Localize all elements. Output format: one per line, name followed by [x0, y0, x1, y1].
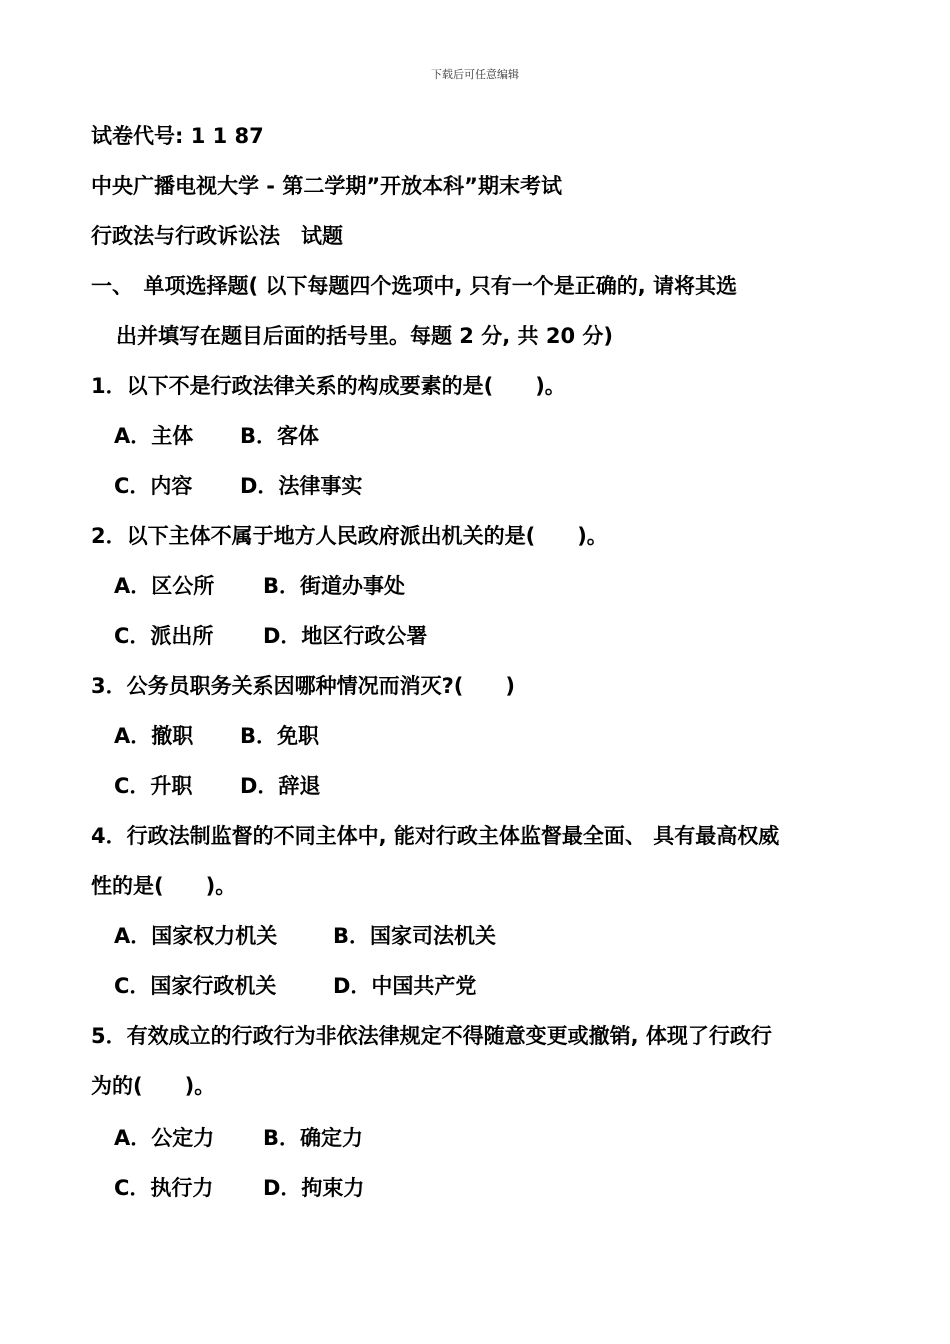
- question-4-stem-continued: 性的是( )。: [91, 874, 237, 898]
- question-4-option-d: D．中国共产党: [333, 974, 477, 998]
- question-1-option-d: D．法律事实: [240, 474, 363, 498]
- question-5-option-a: A．公定力: [114, 1126, 215, 1150]
- question-2-option-c: C．派出所: [114, 624, 214, 648]
- section-heading: 一、 单项选择题( 以下每题四个选项中, 只有一个是正确的, 请将其选: [91, 274, 737, 298]
- question-2-option-d: D．地区行政公署: [263, 624, 428, 648]
- question-2-stem: 2．以下主体不属于地方人民政府派出机关的是( )。: [91, 524, 608, 548]
- question-3-stem: 3．公务员职务关系因哪种情况而消灭?( ): [91, 674, 515, 698]
- exam-code: 试卷代号: 1 1 87: [91, 124, 264, 148]
- question-3-option-d: D．辞退: [240, 774, 321, 798]
- question-5-option-d: D．拘束力: [263, 1176, 365, 1200]
- subject-title: 行政法与行政诉讼法 试题: [91, 224, 343, 248]
- question-5-stem: 5．有效成立的行政行为非依法律规定不得随意变更或撤销, 体现了行政行: [91, 1024, 772, 1048]
- header-note: 下载后可任意编辑: [431, 68, 519, 81]
- question-5-stem-continued: 为的( )。: [91, 1074, 216, 1098]
- question-1-option-b: B．客体: [240, 424, 320, 448]
- question-1-option-a: A．主体: [114, 424, 194, 448]
- question-3-option-b: B．免职: [240, 724, 320, 748]
- section-heading-continued: 出并填写在题目后面的括号里。每题 2 分, 共 20 分): [116, 324, 613, 348]
- question-5-option-b: B．确定力: [263, 1126, 364, 1150]
- question-4-option-c: C．国家行政机关: [114, 974, 277, 998]
- question-2-option-a: A．区公所: [114, 574, 215, 598]
- question-4-stem: 4．行政法制监督的不同主体中, 能对行政主体监督最全面、 具有最高权威: [91, 824, 780, 848]
- question-2-option-b: B．街道办事处: [263, 574, 406, 598]
- question-1-option-c: C．内容: [114, 474, 193, 498]
- exam-title: 中央广播电视大学 - 第二学期”开放本科”期末考试: [91, 174, 562, 198]
- question-4-option-b: B．国家司法机关: [333, 924, 497, 948]
- question-4-option-a: A．国家权力机关: [114, 924, 278, 948]
- question-1-stem: 1．以下不是行政法律关系的构成要素的是( )。: [91, 374, 566, 398]
- question-3-option-c: C．升职: [114, 774, 193, 798]
- question-5-option-c: C．执行力: [114, 1176, 214, 1200]
- question-3-option-a: A．撤职: [114, 724, 194, 748]
